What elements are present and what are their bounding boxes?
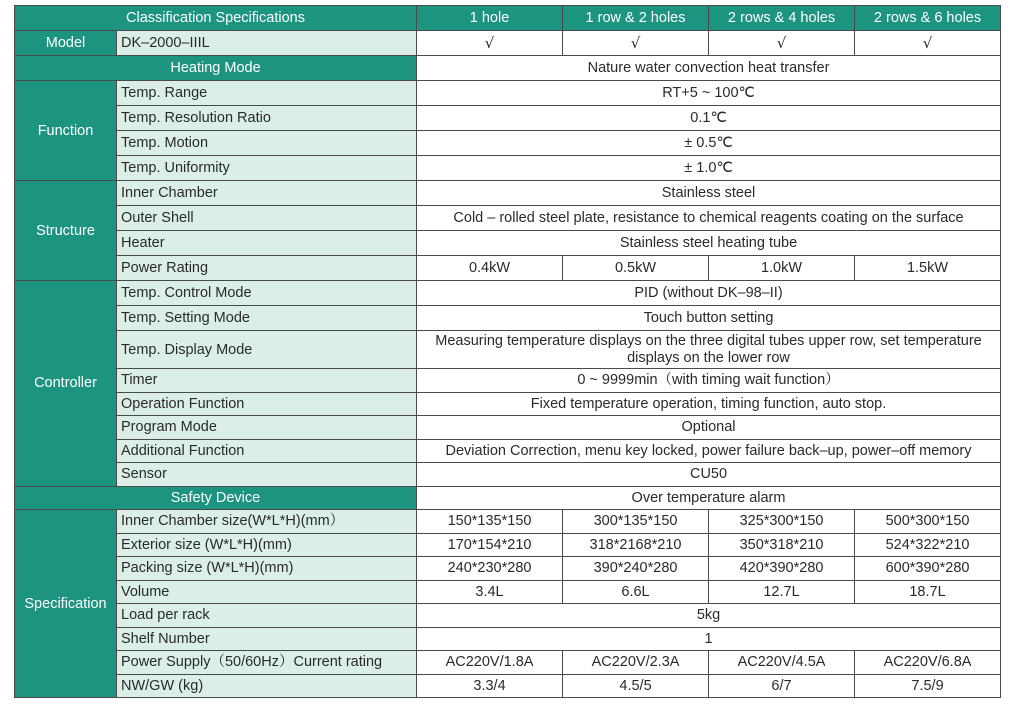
specification-value: 600*390*280 (855, 557, 1001, 581)
function-value: ± 1.0℃ (417, 156, 1001, 181)
check-icon: √ (922, 33, 933, 52)
controller-value: Fixed temperature operation, timing function, auto stop. (417, 392, 1001, 416)
power-supply-value: AC220V/1.8A (417, 651, 563, 675)
specification-value: 3.4L (417, 580, 563, 604)
weight-value: 6/7 (709, 674, 855, 698)
controller-value: Deviation Correction, menu key locked, power failure back–up, power–off memory (417, 439, 1001, 463)
specification-value: 318*2168*210 (563, 533, 709, 557)
controller-row (15, 416, 1001, 440)
specification-value: 500*300*150 (855, 510, 1001, 534)
structure-label: Heater (117, 231, 417, 256)
controller-row (15, 392, 1001, 416)
controller-row (15, 306, 1001, 331)
controller-value: Optional (417, 416, 1001, 440)
power-supply-label: Power Supply（50/60Hz）Current rating (117, 651, 417, 675)
heating-mode-value: Nature water convection heat transfer (417, 56, 1001, 81)
column-header-2: 1 row & 2 holes (563, 6, 709, 31)
specification-row (15, 533, 1001, 557)
function-label: Temp. Uniformity (117, 156, 417, 181)
heating-mode-row (15, 56, 1001, 81)
power-supply-row (15, 651, 1001, 675)
function-group-label: Function (15, 81, 117, 181)
weight-row (15, 674, 1001, 698)
specification-row (15, 580, 1001, 604)
controller-label: Program Mode (117, 416, 417, 440)
controller-label: Temp. Display Mode (117, 331, 417, 369)
controller-label: Additional Function (117, 439, 417, 463)
function-value: RT+5 ~ 100℃ (417, 81, 1001, 106)
shelf-number-value: 1 (417, 627, 1001, 651)
load-per-rack-row (15, 604, 1001, 628)
specification-value: 524*322*210 (855, 533, 1001, 557)
specification-row (15, 510, 1001, 534)
model-value: DK–2000–IIIL (117, 31, 417, 56)
function-label: Temp. Resolution Ratio (117, 106, 417, 131)
specification-group-label: Specification (15, 510, 117, 698)
weight-value: 7.5/9 (855, 674, 1001, 698)
power-rating-value: 0.4kW (417, 256, 563, 281)
controller-row (15, 331, 1001, 369)
power-supply-value: AC220V/6.8A (855, 651, 1001, 675)
specification-value: 240*230*280 (417, 557, 563, 581)
specification-value: 150*135*150 (417, 510, 563, 534)
structure-row (15, 231, 1001, 256)
function-value: 0.1℃ (417, 106, 1001, 131)
power-rating-value: 0.5kW (563, 256, 709, 281)
column-header-4: 2 rows & 6 holes (855, 6, 1001, 31)
controller-value: PID (without DK–98–II) (417, 281, 1001, 306)
model-check-2 (563, 31, 709, 56)
specification-label: Exterior size (W*L*H)(mm) (117, 533, 417, 557)
safety-device-value: Over temperature alarm (417, 486, 1001, 510)
safety-device-label: Safety Device (15, 486, 417, 510)
specification-value: 325*300*150 (709, 510, 855, 534)
function-label: Temp. Motion (117, 131, 417, 156)
function-value: ± 0.5℃ (417, 131, 1001, 156)
controller-label: Sensor (117, 463, 417, 487)
controller-value: 0 ~ 9999min（with timing wait function） (417, 369, 1001, 393)
shelf-number-label: Shelf Number (117, 627, 417, 651)
specification-label: Volume (117, 580, 417, 604)
controller-label: Operation Function (117, 392, 417, 416)
controller-value: Touch button setting (417, 306, 1001, 331)
structure-group-label: Structure (15, 181, 117, 281)
controller-value: Measuring temperature displays on the three digital tubes upper row, set temperature displays on the lower row (417, 331, 1001, 369)
controller-value: CU50 (417, 463, 1001, 487)
structure-value: Cold – rolled steel plate, resistance to chemical reagents coating on the surface (417, 206, 1001, 231)
specification-value: 300*135*150 (563, 510, 709, 534)
header-row (15, 6, 1001, 31)
structure-label: Outer Shell (117, 206, 417, 231)
classification-header: Classification Specifications (15, 6, 417, 31)
controller-row (15, 281, 1001, 306)
specification-value: 170*154*210 (417, 533, 563, 557)
power-supply-value: AC220V/4.5A (709, 651, 855, 675)
specification-value: 420*390*280 (709, 557, 855, 581)
model-label: Model (15, 31, 117, 56)
specification-value: 350*318*210 (709, 533, 855, 557)
function-row (15, 131, 1001, 156)
specification-value: 390*240*280 (563, 557, 709, 581)
check-icon: √ (776, 33, 787, 52)
column-header-3: 2 rows & 4 holes (709, 6, 855, 31)
specification-label: Inner Chamber size(W*L*H)(mm） (117, 510, 417, 534)
power-rating-value: 1.0kW (709, 256, 855, 281)
model-check-3 (709, 31, 855, 56)
specification-value: 12.7L (709, 580, 855, 604)
weight-label: NW/GW (kg) (117, 674, 417, 698)
power-rating-label: Power Rating (117, 256, 417, 281)
structure-value: Stainless steel (417, 181, 1001, 206)
shelf-number-row (15, 627, 1001, 651)
model-check-1 (417, 31, 563, 56)
power-supply-value: AC220V/2.3A (563, 651, 709, 675)
controller-group-label: Controller (15, 281, 117, 487)
load-per-rack-label: Load per rack (117, 604, 417, 628)
controller-row (15, 439, 1001, 463)
structure-row (15, 181, 1001, 206)
controller-row (15, 369, 1001, 393)
function-row (15, 106, 1001, 131)
model-row (15, 31, 1001, 56)
function-row (15, 81, 1001, 106)
weight-value: 4.5/5 (563, 674, 709, 698)
controller-label: Temp. Control Mode (117, 281, 417, 306)
spec-table-container (14, 5, 1000, 698)
structure-row (15, 206, 1001, 231)
model-check-4 (855, 31, 1001, 56)
column-header-1: 1 hole (417, 6, 563, 31)
structure-label: Inner Chamber (117, 181, 417, 206)
specification-value: 18.7L (855, 580, 1001, 604)
structure-value: Stainless steel heating tube (417, 231, 1001, 256)
specification-label: Packing size (W*L*H)(mm) (117, 557, 417, 581)
controller-row (15, 463, 1001, 487)
heating-mode-label: Heating Mode (15, 56, 417, 81)
weight-value: 3.3/4 (417, 674, 563, 698)
function-row (15, 156, 1001, 181)
power-rating-value: 1.5kW (855, 256, 1001, 281)
load-per-rack-value: 5kg (417, 604, 1001, 628)
check-icon: √ (630, 33, 641, 52)
specification-value: 6.6L (563, 580, 709, 604)
safety-device-row (15, 486, 1001, 510)
specification-table (14, 5, 1001, 698)
power-rating-row (15, 256, 1001, 281)
check-icon: √ (484, 33, 495, 52)
specification-row (15, 557, 1001, 581)
controller-label: Timer (117, 369, 417, 393)
function-label: Temp. Range (117, 81, 417, 106)
controller-label: Temp. Setting Mode (117, 306, 417, 331)
